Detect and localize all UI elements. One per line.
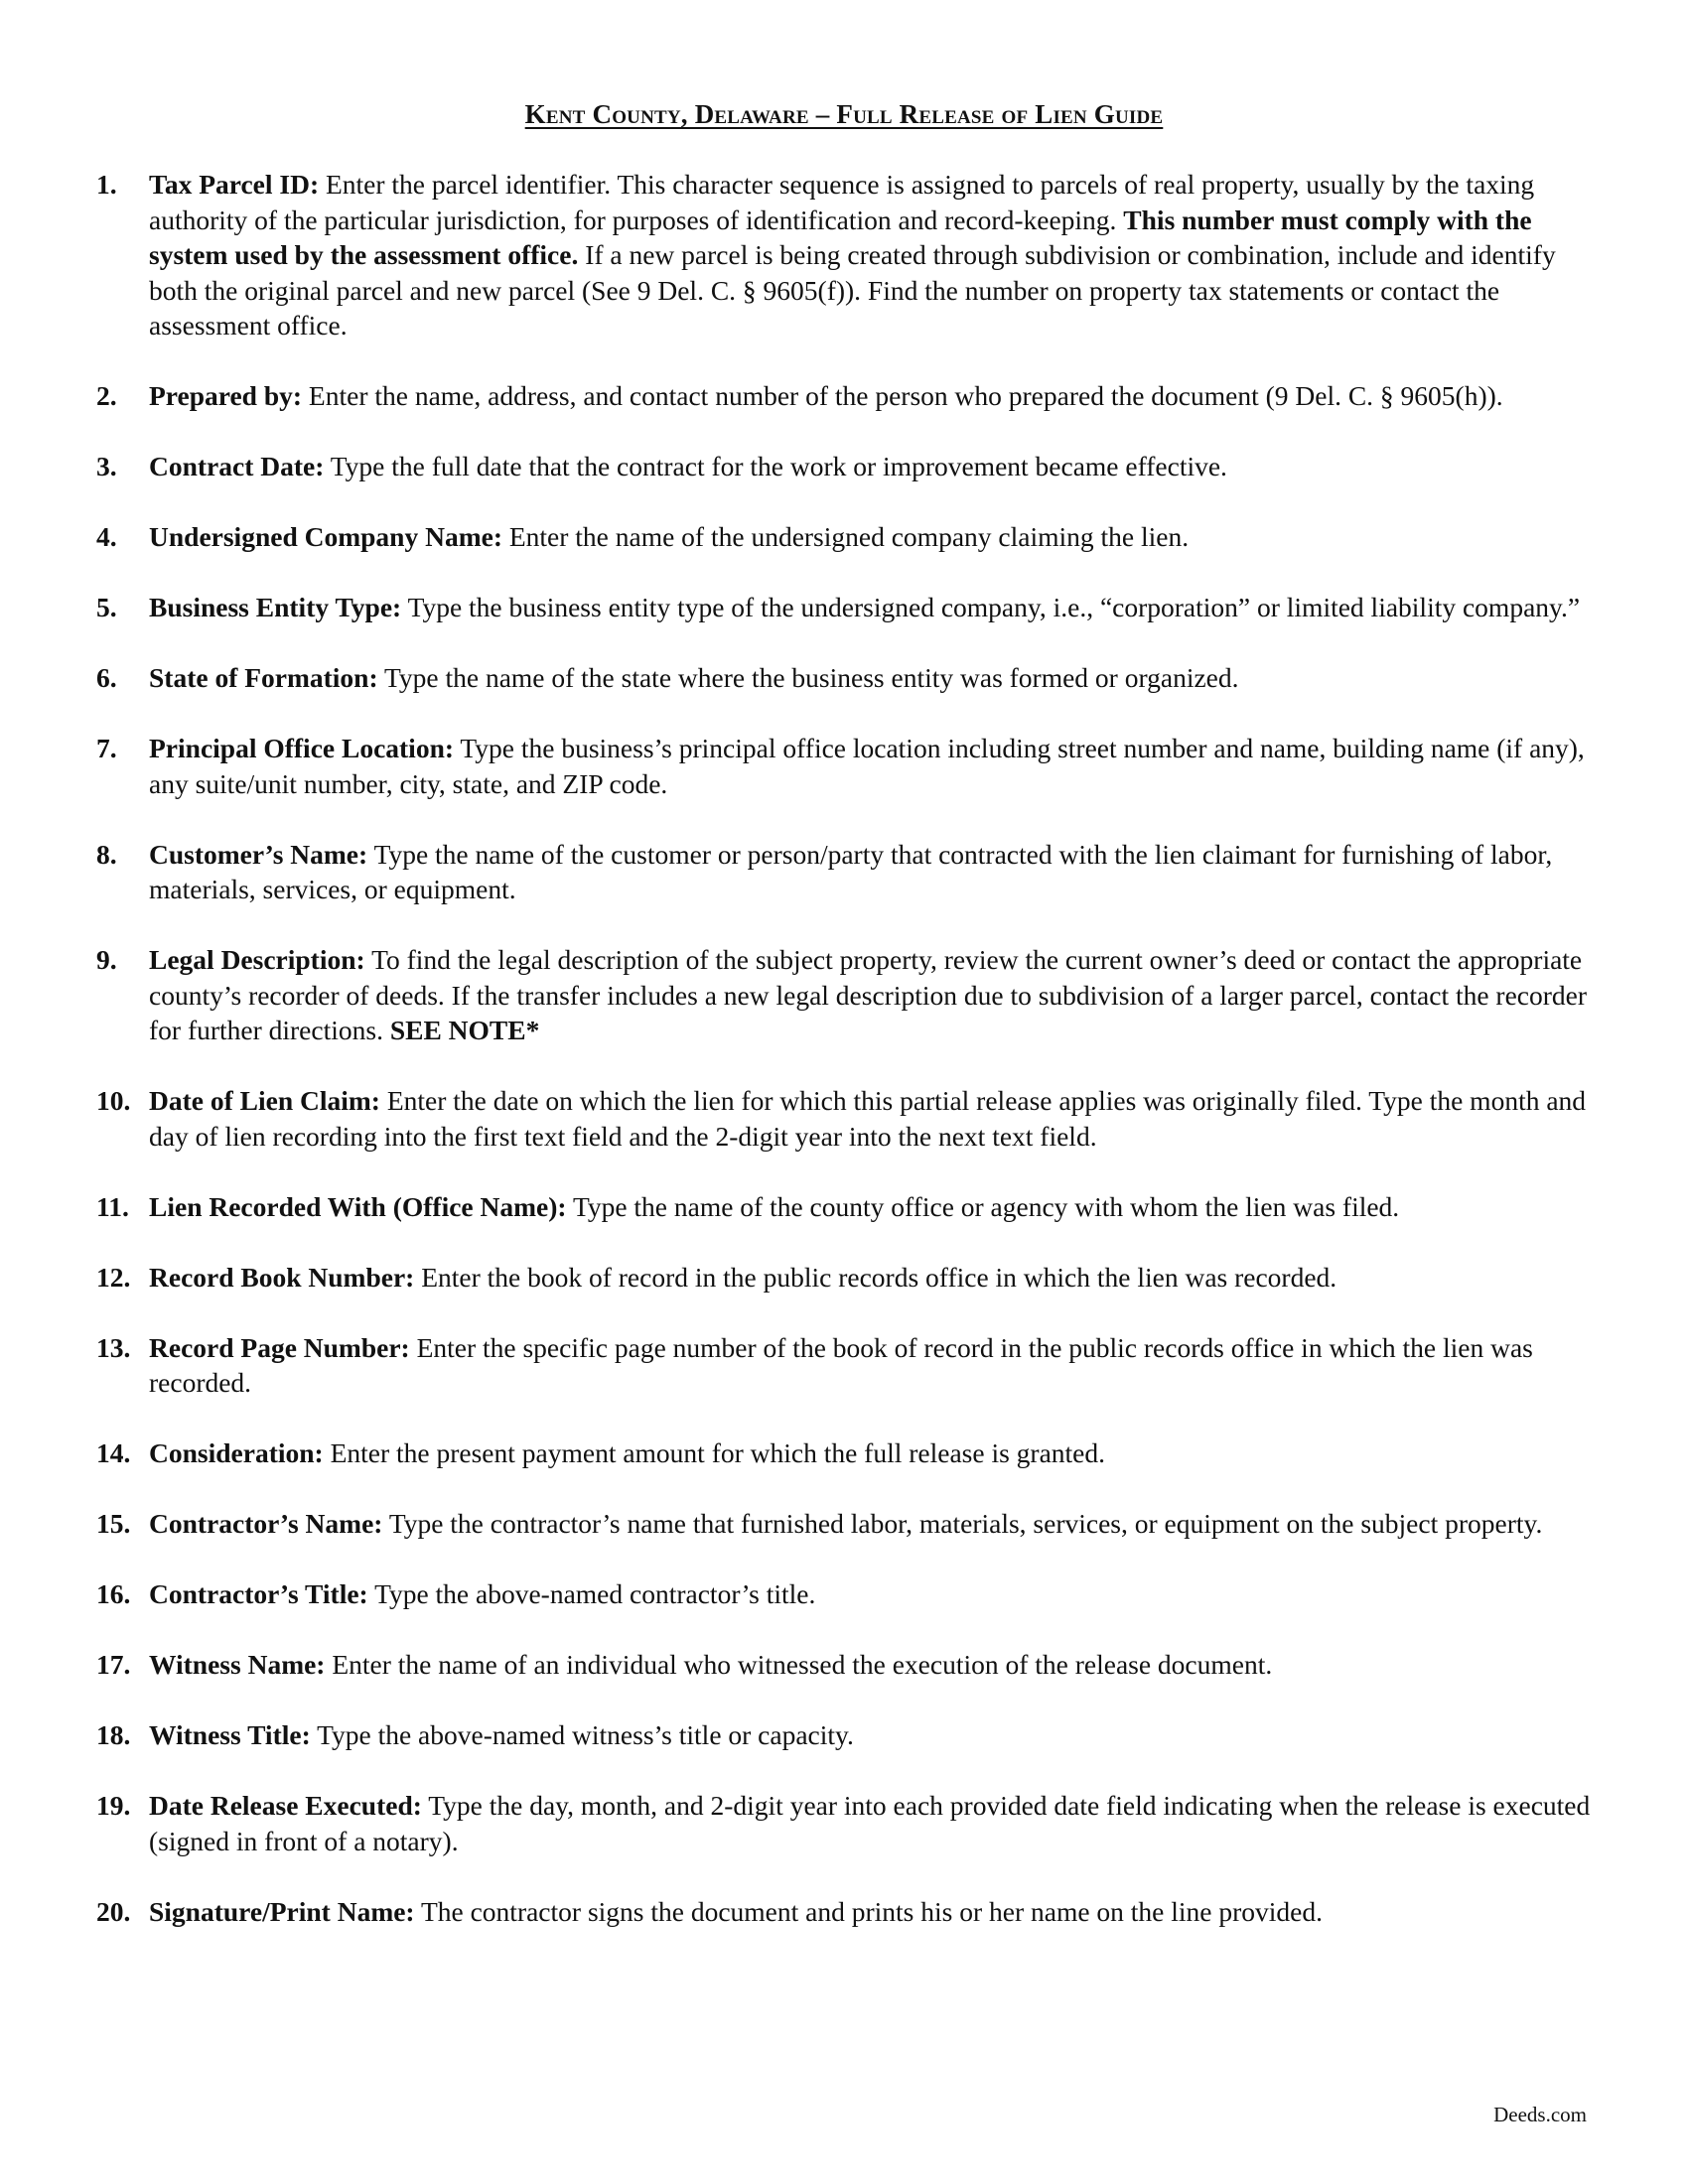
list-item bbox=[96, 731, 1596, 801]
list-item bbox=[96, 1717, 1596, 1753]
item-text: Type the day, month, and 2-digit year into each provided date field indicating when the release is executed (signed in front of a notary). bbox=[149, 1790, 1591, 1856]
list-item bbox=[96, 1435, 1596, 1471]
item-label: Witness Name: bbox=[149, 1649, 326, 1680]
item-number: 3. bbox=[96, 451, 117, 481]
item-number: 15. bbox=[96, 1508, 131, 1539]
item-label: Signature/Print Name: bbox=[149, 1895, 415, 1927]
item-text: Type the business’s principal office location including street number and name, building name (if any), any suite/unit number, city, state, and ZIP code. bbox=[149, 733, 1585, 799]
document-title: Kent County, Delaware – Full Release of Lien Guide bbox=[524, 99, 1164, 129]
item-text: Type the above-named contractor’s title. bbox=[367, 1578, 816, 1609]
item-label: Legal Description: bbox=[149, 944, 365, 975]
list-item bbox=[96, 1189, 1596, 1225]
item-number: 13. bbox=[96, 1331, 131, 1363]
item-label: Tax Parcel ID: bbox=[149, 169, 320, 200]
list-item bbox=[96, 590, 1596, 625]
item-label: Date of Lien Claim: bbox=[149, 1085, 380, 1116]
list-item bbox=[96, 1647, 1596, 1683]
item-number: 19. bbox=[96, 1790, 131, 1821]
item-number: 11. bbox=[96, 1190, 129, 1222]
list-item bbox=[96, 167, 1596, 343]
item-text: Enter the name of an individual who witnessed the execution of the release document. bbox=[325, 1649, 1273, 1680]
item-bold-text: This number must comply with the system used by the assessment office. bbox=[149, 204, 1532, 270]
list-item bbox=[96, 1788, 1596, 1858]
item-text: Type the above-named witness’s title or capacity. bbox=[310, 1719, 854, 1750]
list-item bbox=[96, 1330, 1596, 1401]
item-number: 9. bbox=[96, 944, 117, 975]
item-text: Enter the parcel identifier. This character sequence is assigned to parcels of real property, usually by the taxing authority of the particular jurisdiction, for purposes of identification and record-keeping. bbox=[149, 169, 1535, 235]
item-text: Type the contractor’s name that furnished labor, materials, services, or equipment on the subject property. bbox=[382, 1508, 1543, 1539]
item-label: Customer’s Name: bbox=[149, 838, 368, 870]
item-label: Lien Recorded With (Office Name): bbox=[149, 1190, 567, 1222]
item-text: Enter the book of record in the public records office in which the lien was recorded. bbox=[414, 1261, 1337, 1293]
item-text: Enter the present payment amount for which the full release is granted. bbox=[323, 1437, 1105, 1468]
item-label: Contractor’s Title: bbox=[149, 1578, 368, 1609]
instruction-list bbox=[96, 167, 1596, 1965]
item-text: Enter the specific page number of the book of record in the public records office in which the lien was recorded. bbox=[149, 1331, 1533, 1398]
item-text: To find the legal description of the subject property, review the current owner’s deed or contact the appropriate county’s recorder of deeds. If the transfer includes a new legal description due to subdivision of a larger parcel, contact the recorder for further directions. bbox=[149, 944, 1588, 1045]
item-bold-text: SEE NOTE* bbox=[389, 1015, 540, 1045]
item-number: 2. bbox=[96, 380, 117, 411]
item-text: Type the name of the state where the business entity was formed or organized. bbox=[377, 662, 1239, 693]
item-label: Undersigned Company Name: bbox=[149, 521, 502, 552]
item-number: 12. bbox=[96, 1261, 131, 1293]
list-item bbox=[96, 837, 1596, 907]
list-item bbox=[96, 449, 1596, 484]
item-text: Enter the name, address, and contact number of the person who prepared the document (9 Del. C. § 9605(h)). bbox=[302, 380, 1503, 411]
item-number: 4. bbox=[96, 521, 117, 552]
item-number: 20. bbox=[96, 1895, 131, 1927]
item-label: Witness Title: bbox=[149, 1719, 311, 1750]
item-number: 8. bbox=[96, 838, 117, 870]
item-text: Enter the name of the undersigned company claiming the lien. bbox=[501, 521, 1190, 552]
item-number: 10. bbox=[96, 1085, 131, 1116]
list-item bbox=[96, 1894, 1596, 1930]
item-number: 7. bbox=[96, 733, 117, 763]
item-label: Record Book Number: bbox=[149, 1261, 415, 1293]
list-item bbox=[96, 1506, 1596, 1542]
list-item bbox=[96, 942, 1596, 1048]
item-label: Business Entity Type: bbox=[149, 592, 402, 622]
item-label: State of Formation: bbox=[149, 662, 378, 693]
item-label: Principal Office Location: bbox=[149, 733, 455, 763]
item-label: Consideration: bbox=[149, 1437, 324, 1468]
list-item bbox=[96, 519, 1596, 555]
item-label: Record Page Number: bbox=[149, 1331, 410, 1363]
item-number: 5. bbox=[96, 592, 117, 622]
list-item bbox=[96, 1083, 1596, 1154]
item-number: 14. bbox=[96, 1437, 131, 1468]
item-number: 17. bbox=[96, 1649, 131, 1680]
list-item bbox=[96, 1576, 1596, 1612]
list-item bbox=[96, 1260, 1596, 1296]
item-label: Date Release Executed: bbox=[149, 1790, 422, 1821]
item-text: Type the name of the customer or person/party that contracted with the lien claimant for furnishing of labor, materials, services, or equipment. bbox=[149, 838, 1553, 904]
item-text: Type the business entity type of the undersigned company, i.e., “corporation” or limited liability company.” bbox=[401, 592, 1581, 622]
list-item bbox=[96, 660, 1596, 696]
item-text: Type the full date that the contract for the work or improvement became effective. bbox=[324, 451, 1227, 481]
item-number: 6. bbox=[96, 662, 117, 693]
list-item bbox=[96, 378, 1596, 414]
item-text: Enter the date on which the lien for which this partial release applies was originally filed. Type the month and day of lien recording into the first text field and the 2-digit year into the next text field. bbox=[149, 1085, 1587, 1152]
item-label: Contract Date: bbox=[149, 451, 325, 481]
footer-brand: Deeds.com bbox=[1493, 2103, 1587, 2126]
item-number: 18. bbox=[96, 1719, 131, 1750]
item-text-after: If a new parcel is being created through subdivision or combination, include and identify both the original parcel and new parcel (See 9 Del. C. § 9605(f)). Find the number on property tax statements or contact the assessment office. bbox=[149, 239, 1556, 341]
item-number: 16. bbox=[96, 1578, 131, 1609]
item-label: Contractor’s Name: bbox=[149, 1508, 383, 1539]
item-text: Type the name of the county office or agency with whom the lien was filed. bbox=[566, 1190, 1400, 1222]
item-label: Prepared by: bbox=[149, 380, 303, 411]
item-text: The contractor signs the document and prints his or her name on the line provided. bbox=[414, 1895, 1323, 1927]
item-number: 1. bbox=[96, 169, 117, 200]
